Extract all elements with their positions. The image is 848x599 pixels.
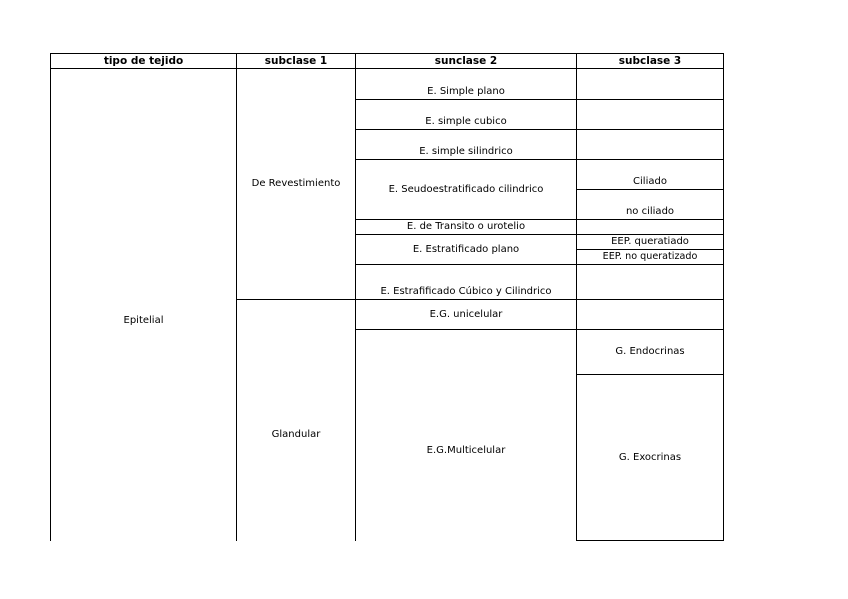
- header-subclase-3[interactable]: subclase 3: [618, 55, 682, 67]
- cell-no-ciliado[interactable]: no ciliado: [625, 206, 675, 217]
- header-subclase-1[interactable]: subclase 1: [264, 55, 328, 67]
- cell-g-endocrinas[interactable]: G. Endocrinas: [615, 346, 685, 357]
- grid-line-col4: [723, 53, 724, 541]
- cell-eep-no-queratinizado[interactable]: EEP. no queratizado: [602, 251, 698, 262]
- cell-g-exocrinas[interactable]: G. Exocrinas: [618, 451, 682, 463]
- cell-e-transito[interactable]: E. de Transito o urotelio: [406, 221, 526, 232]
- cell-ciliado[interactable]: Ciliado: [633, 175, 667, 187]
- header-tipo-de-tejido[interactable]: tipo de tejido: [103, 55, 184, 67]
- cell-e-simple-silindrico[interactable]: E. simple silindrico: [419, 146, 513, 157]
- cell-e-estratificado-plano[interactable]: E. Estratificado plano: [412, 243, 520, 255]
- cell-eep-queratinizado[interactable]: EEP. queratiado: [611, 236, 689, 247]
- cell-eg-multicelular[interactable]: E.G.Multicelular: [426, 444, 506, 456]
- grid-line-row-540: [576, 540, 723, 541]
- cell-e-seudoestratificado[interactable]: E. Seudoestratificado cilindrico: [388, 183, 544, 195]
- header-subclase-2[interactable]: sunclase 2: [434, 55, 498, 67]
- cell-eg-unicelular[interactable]: E.G. unicelular: [429, 308, 503, 320]
- cell-e-simple-cubico[interactable]: E. simple cubico: [425, 116, 507, 127]
- cell-glandular[interactable]: Glandular: [271, 429, 321, 440]
- cell-e-estratificado-cubico[interactable]: E. Estrafificado Cúbico y Cilindrico: [380, 286, 552, 297]
- cell-de-revestimiento[interactable]: De Revestimiento: [251, 178, 341, 189]
- cell-epitelial[interactable]: Epitelial: [123, 314, 164, 326]
- cell-e-simple-plano[interactable]: E. Simple plano: [427, 86, 505, 97]
